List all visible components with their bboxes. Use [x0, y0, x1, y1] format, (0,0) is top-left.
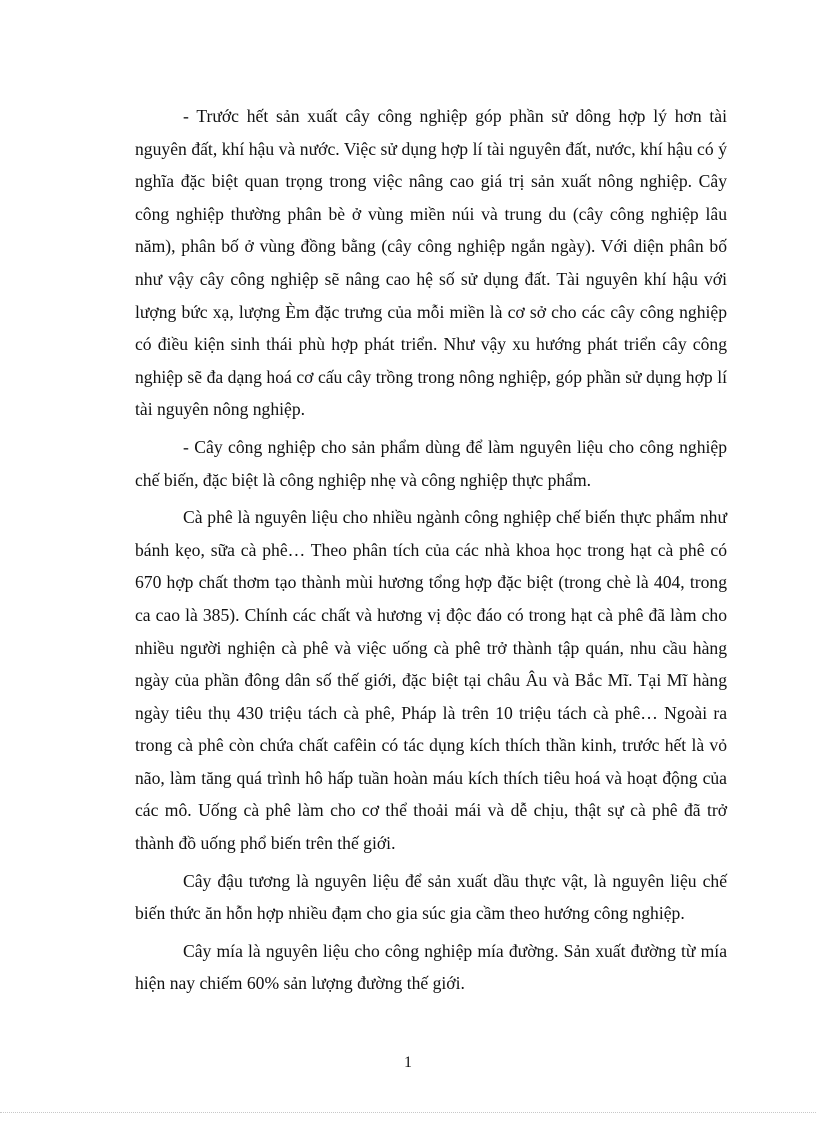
body-text — [135, 100, 727, 1005]
page-bottom-edge — [0, 1112, 816, 1113]
paragraph-sugarcane: Cây mía là nguyên liệu cho công nghiệp mía đường. Sản xuất đường từ mía hiện nay chiếm 60% sản lượng đường thế giới. — [135, 940, 727, 994]
paragraph-soybean: Cây đậu tương là nguyên liệu để sản xuất dầu thực vật, là nguyên liệu chế biến thức ăn hỗn hợp nhiều đạm cho gia súc gia cầm theo hướng công nghiệp. — [135, 870, 727, 924]
paragraph-processing-materials: - Cây công nghiệp cho sản phẩm dùng để làm nguyên liệu cho công nghiệp chế biến, đặc biệt là công nghiệp nhẹ và công nghiệp thực phẩm. — [135, 436, 727, 490]
paragraph-coffee: Cà phê là nguyên liệu cho nhiều ngành công nghiệp chế biến thực phẩm như bánh kẹo, sữa cà phê… Theo phân tích của các nhà khoa học trong hạt cà phê có 670 hợp chất thơm tạo thành mùi hương tổng hợp đặc biệt (trong chè là 404, trong ca cao là 385). Chính các chất và hương vị độc đáo có trong hạt cà phê đã làm cho nhiều người nghiện cà phê và việc uống cà phê trở thành tập quán, nhu cầu hàng ngày của phần đông dân số thế giới, đặc biệt tại châu Âu và Bắc Mĩ. Tại Mĩ hàng ngày tiêu thụ 430 triệu tách cà phê, Pháp là trên 10 triệu tách cà phê… Ngoài ra trong cà phê còn chứa chất cafêin có tác dụng kích thích thần kinh, trước hết là vỏ não, làm tăng quá trình hô hấp tuần hoàn máu kích thích tiêu hoá và hoạt động của các mô. Uống cà phê làm cho cơ thể thoải mái và dễ chịu, thật sự cà phê đã trở thành đồ uống phổ biến trên thế giới. — [135, 507, 727, 854]
page-number: 1 — [404, 1054, 412, 1071]
paragraph-land-climate-use: - Trước hết sản xuất cây công nghiệp góp phần sử dông hợp lý hơn tài nguyên đất, khí hậu và nước. Việc sử dụng hợp lí tài nguyên đất, nước, khí hậu có ý nghĩa đặc biệt quan trọng trong việc nâng cao giá trị sản xuất nông nghiệp. Cây công nghiệp thường phân bè ở vùng miền núi và trung du (cây công nghiệp lâu năm), phân bố ở vùng đồng bằng (cây công nghiệp ngắn ngày). Với diện phân bố như vậy cây công nghiệp sẽ nâng cao hệ số sử dụng đất. Tài nguyên khí hậu với lượng bức xạ, lượng Èm đặc trưng của mỗi miền là cơ sở cho các cây công nghiệp có điều kiện sinh thái phù hợp phát triển. Như vậy xu hướng phát triển cây công nghiệp sẽ đa dạng hoá cơ cấu cây trồng trong nông nghiệp, góp phần sử dụng hợp lí tài nguyên nông nghiệp. — [135, 106, 727, 420]
